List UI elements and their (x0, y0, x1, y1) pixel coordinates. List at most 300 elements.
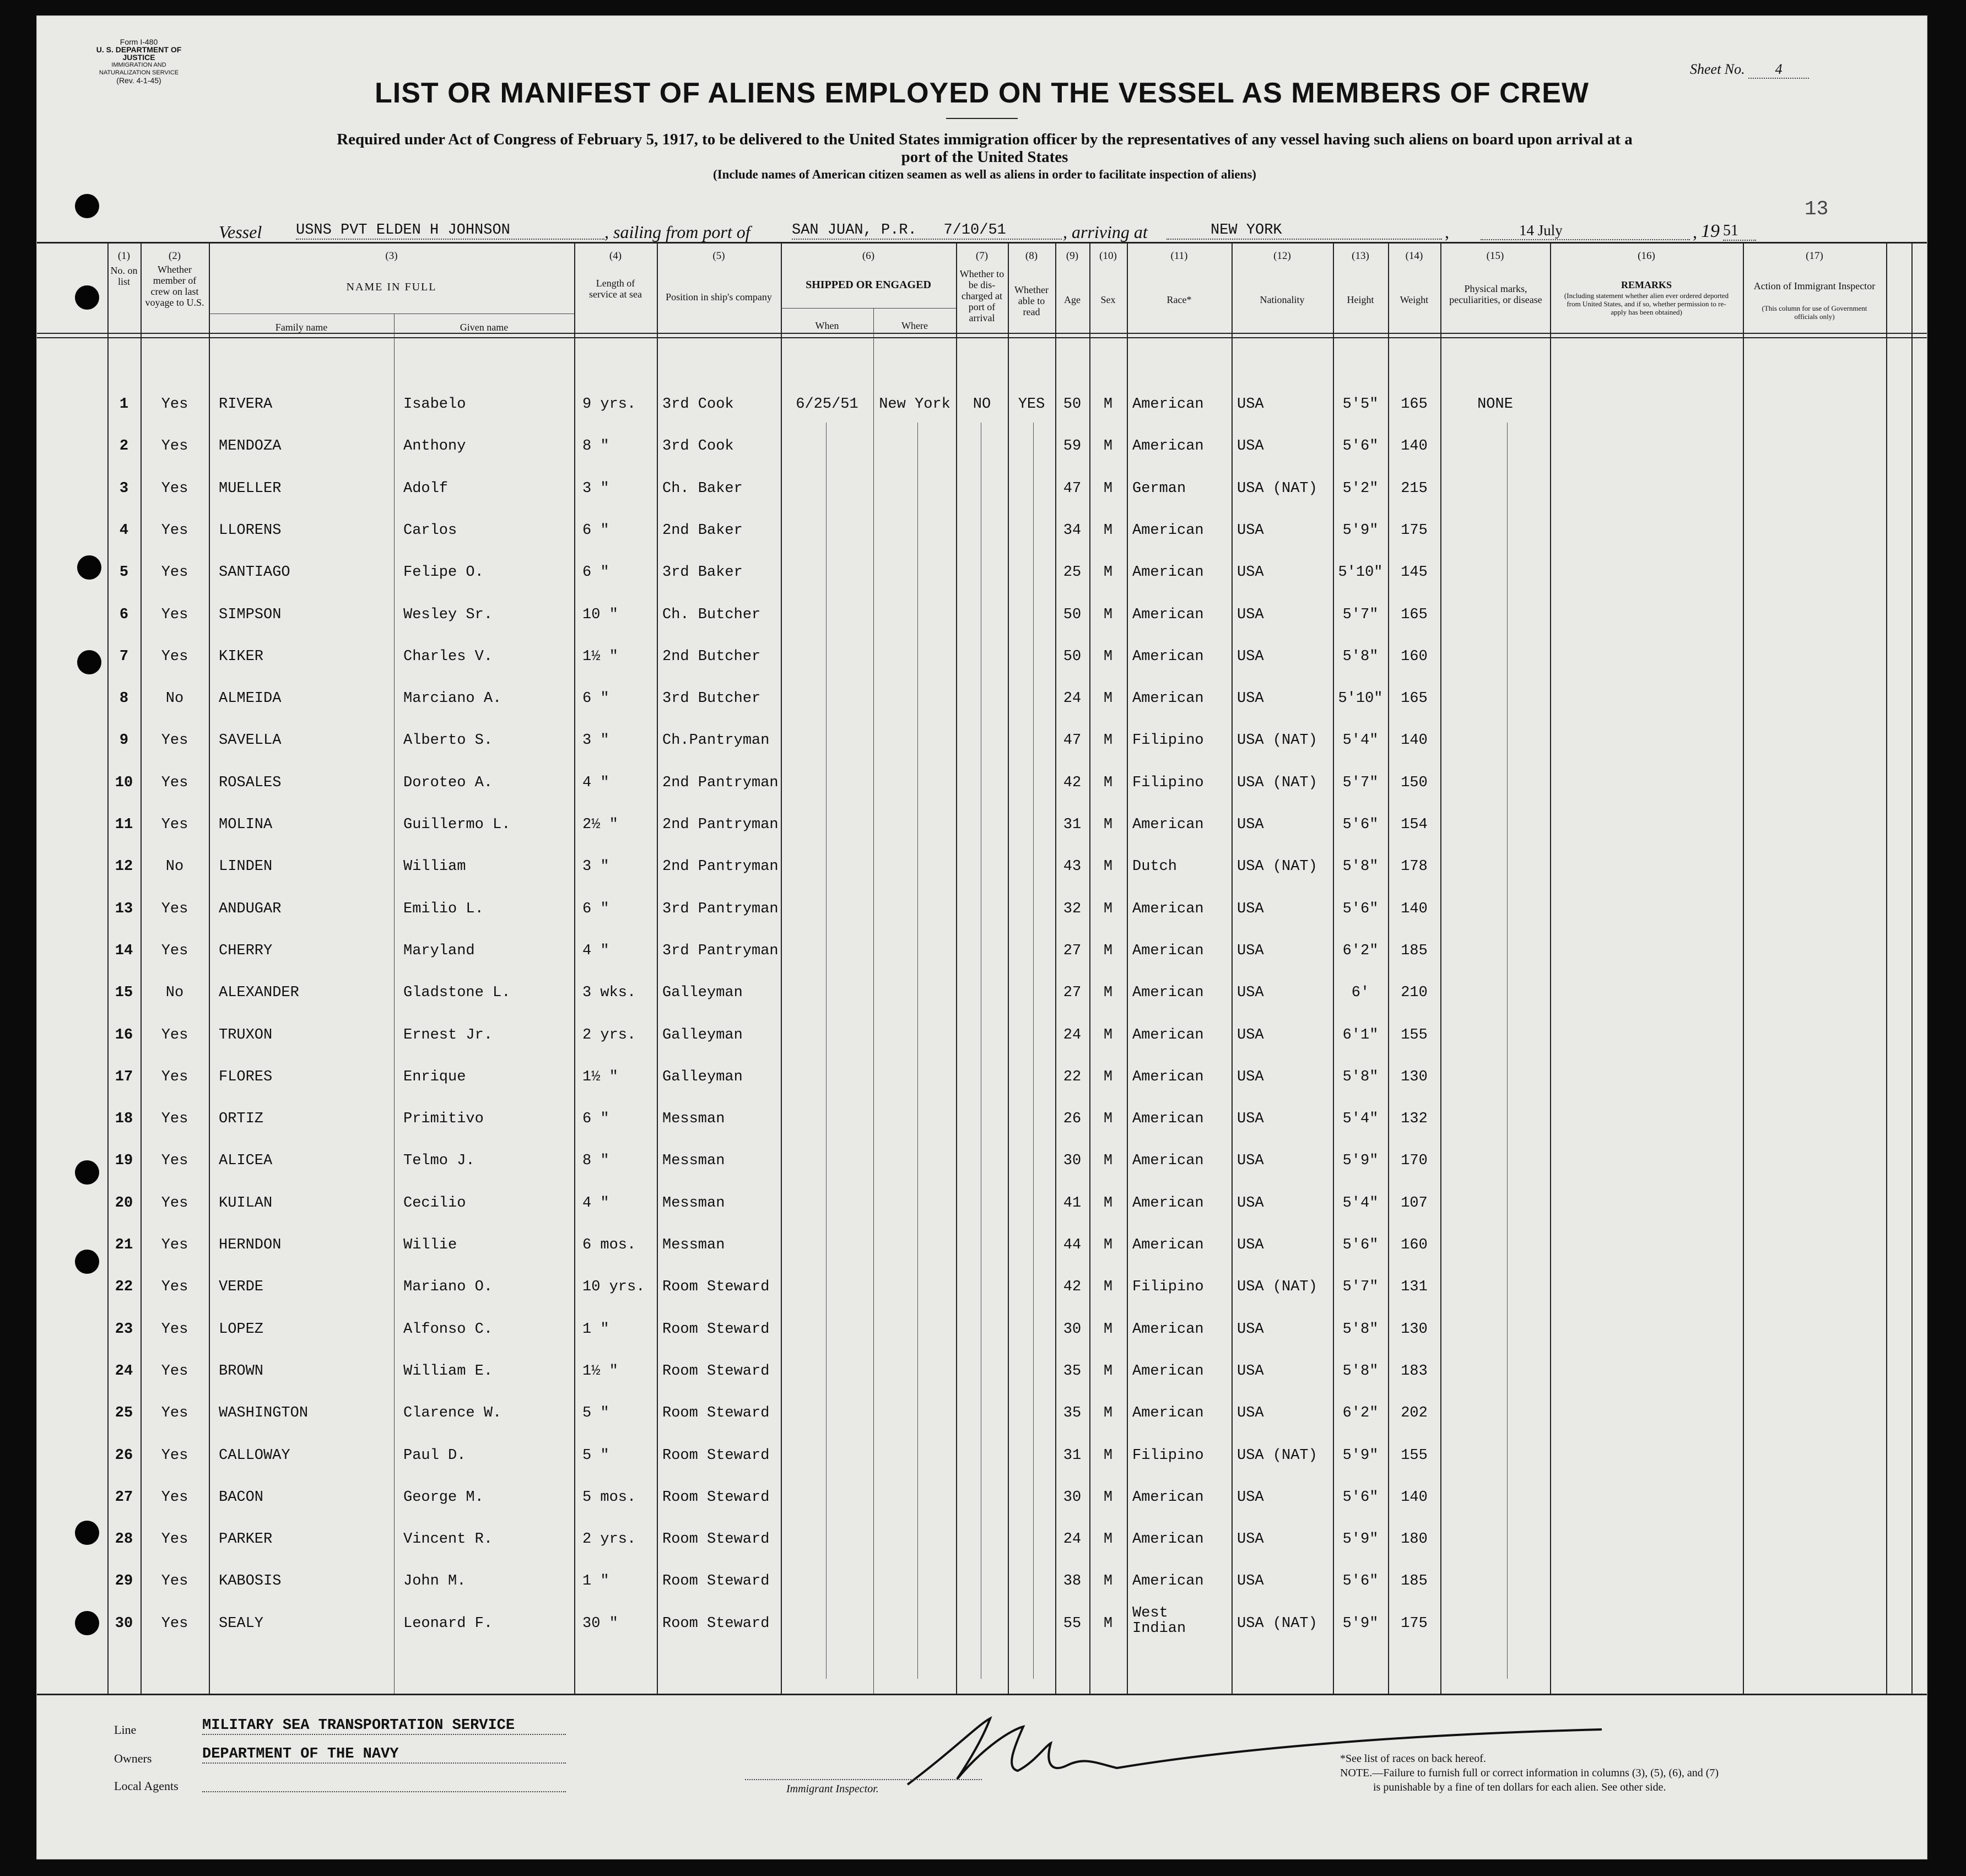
col-15-number: (15) (1486, 250, 1504, 262)
age: 50 (1063, 396, 1082, 413)
length-of-service: 5 mos. (582, 1489, 636, 1506)
table-row (37, 732, 1927, 754)
race: Filipino (1132, 732, 1204, 749)
sex: M (1103, 1615, 1113, 1632)
height: 5'8" (1342, 648, 1379, 665)
length-of-service: 6 mos. (582, 1237, 636, 1253)
length-of-service: 6 " (582, 564, 609, 581)
age: 34 (1063, 522, 1082, 539)
given-name: William (403, 858, 466, 875)
given-name: Adolf (403, 480, 449, 497)
sex: M (1103, 1069, 1113, 1085)
footer-notes (1340, 1751, 1719, 1794)
col-8-number: (8) (1025, 250, 1038, 262)
weight: 107 (1401, 1195, 1428, 1212)
punch-hole (75, 1521, 99, 1545)
col-15-header: Physical marks, peculiarities, or disease (1449, 283, 1542, 305)
col-6a-header: When (815, 320, 839, 331)
punch-hole (75, 1250, 99, 1274)
age: 42 (1063, 1279, 1082, 1295)
col-9-number: (9) (1066, 250, 1079, 262)
nationality: USA (1237, 817, 1264, 833)
given-name: Wesley Sr. (403, 607, 493, 623)
age: 31 (1063, 817, 1082, 833)
position: 3rd Cook (662, 396, 734, 413)
col-4-header: Length of service at sea (589, 278, 642, 300)
given-name: Maryland (403, 943, 475, 959)
row-number: 16 (115, 1027, 133, 1044)
punch-hole (75, 1160, 99, 1185)
weight: 165 (1401, 690, 1428, 707)
header-bottom-rule (37, 333, 1927, 334)
position: Room Steward (662, 1447, 770, 1464)
family-name: TRUXON (219, 1027, 273, 1044)
age: 31 (1063, 1447, 1082, 1464)
row-number: 17 (115, 1069, 133, 1085)
sex: M (1103, 1489, 1113, 1506)
previous-voyage: Yes (161, 1111, 188, 1127)
punch-hole (77, 555, 101, 580)
vessel-name: USNS PVT ELDEN H JOHNSON (296, 222, 604, 240)
age: 38 (1063, 1573, 1082, 1590)
length-of-service: 8 " (582, 1153, 609, 1169)
position: Ch.Pantryman (662, 732, 770, 749)
port-name: SAN JUAN, P.R. (792, 222, 917, 239)
previous-voyage: Yes (161, 1573, 188, 1590)
table-row (37, 1279, 1927, 1301)
line-label: Line (114, 1723, 137, 1737)
nationality: USA (1237, 1363, 1264, 1380)
length-of-service: 1½ " (582, 1069, 618, 1085)
family-name: ANDUGAR (219, 901, 282, 917)
length-of-service: 9 yrs. (582, 396, 636, 413)
col-6-number: (6) (862, 250, 875, 262)
sex: M (1103, 522, 1113, 539)
nationality: USA (1237, 1237, 1264, 1253)
sex: M (1103, 690, 1113, 707)
height: 5'5" (1342, 396, 1379, 413)
sex: M (1103, 858, 1113, 875)
family-name: ALMEIDA (219, 690, 282, 707)
table-row (37, 1489, 1927, 1511)
weight: 160 (1401, 1237, 1428, 1253)
length-of-service: 1 " (582, 1321, 609, 1338)
row-number: 10 (115, 775, 133, 791)
age: 24 (1063, 1027, 1082, 1044)
ditto-line (1033, 423, 1034, 1679)
col-17-header: Action of Immigrant Inspector (1753, 280, 1876, 291)
family-name: VERDE (219, 1279, 264, 1295)
length-of-service: 6 " (582, 690, 609, 707)
height: 5'6" (1342, 1489, 1379, 1506)
race: American (1132, 1153, 1204, 1169)
year-prefix: 19 (1701, 221, 1720, 241)
sex: M (1103, 1447, 1113, 1464)
age: 26 (1063, 1111, 1082, 1127)
length-of-service: 30 " (582, 1615, 618, 1632)
ditto-line (917, 423, 918, 1679)
col-14-header: Weight (1400, 294, 1429, 305)
col-16-number: (16) (1638, 250, 1655, 262)
previous-voyage: Yes (161, 648, 188, 665)
sex: M (1103, 1573, 1113, 1590)
col-16-header: REMARKS (1621, 279, 1672, 290)
arriving-port: NEW YORK (1166, 222, 1442, 240)
family-name: KABOSIS (219, 1573, 282, 1590)
weight: 165 (1401, 396, 1428, 413)
col-2-number: (2) (168, 250, 181, 262)
nationality: USA (NAT) (1237, 480, 1317, 497)
sex: M (1103, 1195, 1113, 1212)
given-name: Charles V. (403, 648, 493, 665)
position: Messman (662, 1111, 725, 1127)
table-row (37, 943, 1927, 965)
length-of-service: 5 " (582, 1405, 609, 1421)
table-row (37, 1573, 1927, 1595)
sex: M (1103, 817, 1113, 833)
nationality: USA (NAT) (1237, 775, 1317, 791)
race: American (1132, 648, 1204, 665)
position: 2nd Butcher (662, 648, 761, 665)
table-row (37, 1237, 1927, 1259)
given-name: Willie (403, 1237, 457, 1253)
weight: 178 (1401, 858, 1428, 875)
length-of-service: 4 " (582, 775, 609, 791)
position: Room Steward (662, 1615, 770, 1632)
length-of-service: 5 " (582, 1447, 609, 1464)
sex: M (1103, 396, 1113, 413)
given-name: Marciano A. (403, 690, 502, 707)
position: 3rd Cook (662, 438, 734, 455)
punch-hole (75, 285, 99, 310)
row-number: 13 (115, 901, 133, 917)
table-row (37, 985, 1927, 1007)
table-row (37, 690, 1927, 712)
races-note: *See list of races on back hereof. (1340, 1753, 1486, 1765)
height: 5'10" (1338, 564, 1383, 581)
height: 6' (1351, 985, 1370, 1001)
table-row (37, 1027, 1927, 1049)
inspector-line (745, 1779, 982, 1780)
col-3b-header: Given name (460, 322, 509, 333)
family-name: MENDOZA (219, 438, 282, 455)
nationality: USA (1237, 1489, 1264, 1506)
race: West Indian (1132, 1605, 1186, 1637)
header-bottom-rule-2 (37, 337, 1927, 338)
race: American (1132, 985, 1204, 1001)
sex: M (1103, 1111, 1113, 1127)
given-name: Telmo J. (403, 1153, 475, 1169)
given-name: Alfonso C. (403, 1321, 493, 1338)
sex: M (1103, 1405, 1113, 1421)
col-10-number: (10) (1099, 250, 1117, 262)
height: 5'8" (1342, 858, 1379, 875)
col-10-header: Sex (1100, 294, 1116, 305)
previous-voyage: Yes (161, 396, 188, 413)
race: American (1132, 943, 1204, 959)
position: 2nd Pantryman (662, 858, 779, 875)
page-number: 13 (1805, 198, 1829, 220)
race: American (1132, 817, 1204, 833)
nationality: USA (1237, 1069, 1264, 1085)
col-9-header: Age (1064, 294, 1081, 305)
subtitle (103, 131, 1866, 183)
family-name: KUILAN (219, 1195, 273, 1212)
race: American (1132, 1027, 1204, 1044)
race: Filipino (1132, 775, 1204, 791)
weight: 150 (1401, 775, 1428, 791)
nationality: USA (1237, 1195, 1264, 1212)
nationality: USA (1237, 1531, 1264, 1548)
comma-sep: , (1445, 222, 1449, 242)
row-number: 14 (115, 943, 133, 959)
family-name: MUELLER (219, 480, 282, 497)
line-value: MILITARY SEA TRANSPORTATION SERVICE (202, 1717, 566, 1735)
race: American (1132, 1405, 1204, 1421)
table-row (37, 775, 1927, 797)
table-row (37, 564, 1927, 586)
previous-voyage: Yes (161, 1279, 188, 1295)
family-name: ROSALES (219, 775, 282, 791)
previous-voyage: No (165, 985, 184, 1001)
height: 5'9" (1342, 1153, 1379, 1169)
height: 6'1" (1342, 1027, 1379, 1044)
table-row (37, 480, 1927, 502)
table-row (37, 607, 1927, 629)
age: 30 (1063, 1321, 1082, 1338)
form-number: Form I-480 (120, 37, 158, 46)
table-row (37, 396, 1927, 418)
height: 5'6" (1342, 438, 1379, 455)
year-suffix: 51 (1723, 222, 1756, 241)
race: American (1132, 607, 1204, 623)
nationality: USA (NAT) (1237, 1615, 1317, 1632)
family-name: BROWN (219, 1363, 264, 1380)
weight: 130 (1401, 1069, 1428, 1085)
given-name: Doroteo A. (403, 775, 493, 791)
age: 32 (1063, 901, 1082, 917)
position: 3rd Pantryman (662, 901, 779, 917)
ditto-line (826, 423, 827, 1679)
race: American (1132, 396, 1204, 413)
weight: 210 (1401, 985, 1428, 1001)
manifest-sheet (36, 15, 1927, 1859)
row-number: 24 (115, 1363, 133, 1380)
subtitle-line-1: Required under Act of Congress of February 5, 1917, to be delivered to the United States immigration officer by the representatives of any vessel having such aliens on board upon arrival at a (337, 131, 1633, 148)
sail-date: 7/10/51 (943, 222, 1006, 239)
position: 3rd Pantryman (662, 943, 779, 959)
physical-marks: NONE (1477, 396, 1513, 413)
given-name: Isabelo (403, 396, 466, 413)
arriving-label: , arriving at (1063, 222, 1148, 242)
table-row (37, 1321, 1927, 1343)
comma-sep-2: , (1693, 222, 1697, 242)
position: Galleyman (662, 985, 743, 1001)
nationality: USA (1237, 1321, 1264, 1338)
col-8-header: Whether able to read (1014, 284, 1049, 317)
given-name: Vincent R. (403, 1531, 493, 1548)
page-title: LIST OR MANIFEST OF ALIENS EMPLOYED ON THE VESSEL AS MEMBERS OF CREW (375, 77, 1589, 109)
row-number: 2 (119, 438, 129, 455)
sex: M (1103, 1237, 1113, 1253)
col-14-number: (14) (1405, 250, 1423, 262)
weight: 160 (1401, 648, 1428, 665)
position: Room Steward (662, 1279, 770, 1295)
family-name: CALLOWAY (219, 1447, 290, 1464)
sex: M (1103, 648, 1113, 665)
given-name: Leonard F. (403, 1615, 493, 1632)
sex: M (1103, 732, 1113, 749)
age: 25 (1063, 564, 1082, 581)
given-name: Gladstone L. (403, 985, 511, 1001)
family-name: ALICEA (219, 1153, 273, 1169)
given-name: John M. (403, 1573, 466, 1590)
given-name: Guillermo L. (403, 817, 511, 833)
table-row (37, 1405, 1927, 1427)
length-of-service: 3 wks. (582, 985, 636, 1001)
length-of-service: 3 " (582, 480, 609, 497)
row-number: 15 (115, 985, 133, 1001)
punch-hole (77, 650, 101, 674)
col-3-number: (3) (385, 250, 398, 262)
col-6-header: SHIPPED OR ENGAGED (806, 279, 931, 291)
race: Filipino (1132, 1279, 1204, 1295)
table-row (37, 438, 1927, 460)
race: American (1132, 1069, 1204, 1085)
col-17-note: (This column for use of Government officials only) (1762, 304, 1867, 321)
weight: 175 (1401, 1615, 1428, 1632)
sex: M (1103, 480, 1113, 497)
family-name: SIMPSON (219, 607, 282, 623)
row-number: 18 (115, 1111, 133, 1127)
family-name: PARKER (219, 1531, 273, 1548)
col-5-header: Position in ship's company (666, 291, 772, 302)
col-3-header: NAME IN FULL (346, 281, 437, 293)
length-of-service: 8 " (582, 438, 609, 455)
race: American (1132, 522, 1204, 539)
length-of-service: 2 yrs. (582, 1531, 636, 1548)
family-name: LINDEN (219, 858, 273, 875)
sex: M (1103, 985, 1113, 1001)
sheet-number: 4 (1748, 61, 1809, 79)
race: German (1132, 480, 1186, 497)
weight: 202 (1401, 1405, 1428, 1421)
col-11-number: (11) (1170, 250, 1188, 262)
position: Ch. Baker (662, 480, 743, 497)
age: 35 (1063, 1405, 1082, 1421)
given-name: William E. (403, 1363, 493, 1380)
length-of-service: 6 " (582, 1111, 609, 1127)
race: Dutch (1132, 858, 1178, 875)
position: Room Steward (662, 1531, 770, 1548)
position: 3rd Butcher (662, 690, 761, 707)
position: 3rd Baker (662, 564, 743, 581)
nationality: USA (1237, 985, 1264, 1001)
given-name: Anthony (403, 438, 466, 455)
given-name: Alberto S. (403, 732, 493, 749)
given-name: Primitivo (403, 1111, 484, 1127)
sailing-label: , sailing from port of (604, 222, 750, 242)
age: 30 (1063, 1153, 1082, 1169)
given-name: Enrique (403, 1069, 466, 1085)
shipped-subheader-rule (781, 308, 956, 309)
race: American (1132, 1195, 1204, 1212)
row-number: 11 (115, 817, 133, 833)
row-number: 25 (115, 1405, 133, 1421)
position: 2nd Pantryman (662, 775, 779, 791)
weight: 155 (1401, 1027, 1428, 1044)
given-name: Cecilio (403, 1195, 466, 1212)
shipped-when: 6/25/51 (796, 396, 858, 413)
vessel-label: Vessel (219, 222, 262, 242)
table-row (37, 1363, 1927, 1385)
weight: 140 (1401, 901, 1428, 917)
previous-voyage: Yes (161, 1531, 188, 1548)
height: 5'7" (1342, 607, 1379, 623)
height: 5'6" (1342, 1573, 1379, 1590)
age: 35 (1063, 1363, 1082, 1380)
sex: M (1103, 564, 1113, 581)
height: 5'6" (1342, 1237, 1379, 1253)
age: 43 (1063, 858, 1082, 875)
family-name: HERNDON (219, 1237, 282, 1253)
family-name: SEALY (219, 1615, 264, 1632)
previous-voyage: Yes (161, 522, 188, 539)
height: 5'9" (1342, 522, 1379, 539)
previous-voyage: Yes (161, 564, 188, 581)
previous-voyage: Yes (161, 817, 188, 833)
nationality: USA (1237, 1405, 1264, 1421)
height: 5'7" (1342, 1279, 1379, 1295)
revision: (Rev. 4-1-45) (116, 76, 161, 85)
nationality: USA (1237, 564, 1264, 581)
previous-voyage: Yes (161, 1489, 188, 1506)
age: 27 (1063, 943, 1082, 959)
length-of-service: 1 " (582, 1573, 609, 1590)
weight: 185 (1401, 1573, 1428, 1590)
col-2-header: Whether member of crew on last voyage to U.S. (145, 264, 204, 308)
weight: 185 (1401, 943, 1428, 959)
nationality: USA (NAT) (1237, 1279, 1317, 1295)
age: 55 (1063, 1615, 1082, 1632)
age: 27 (1063, 985, 1082, 1001)
length-of-service: 2 yrs. (582, 1027, 636, 1044)
nationality: USA (1237, 522, 1264, 539)
row-number: 29 (115, 1573, 133, 1590)
given-name: Carlos (403, 522, 457, 539)
previous-voyage: Yes (161, 901, 188, 917)
family-name: ORTIZ (219, 1111, 264, 1127)
table-row (37, 1195, 1927, 1217)
family-name: CHERRY (219, 943, 273, 959)
sex: M (1103, 438, 1113, 455)
height: 5'7" (1342, 775, 1379, 791)
height: 5'8" (1342, 1321, 1379, 1338)
col-13-number: (13) (1352, 250, 1369, 262)
race: American (1132, 1321, 1204, 1338)
age: 44 (1063, 1237, 1082, 1253)
length-of-service: 3 " (582, 732, 609, 749)
race: American (1132, 1363, 1204, 1380)
nationality: USA (1237, 607, 1264, 623)
row-number: 30 (115, 1615, 133, 1632)
position: 2nd Baker (662, 522, 743, 539)
race: American (1132, 901, 1204, 917)
table-row (37, 1447, 1927, 1469)
shipped-where: New York (879, 396, 950, 413)
nationality: USA (1237, 1153, 1264, 1169)
weight: 180 (1401, 1531, 1428, 1548)
